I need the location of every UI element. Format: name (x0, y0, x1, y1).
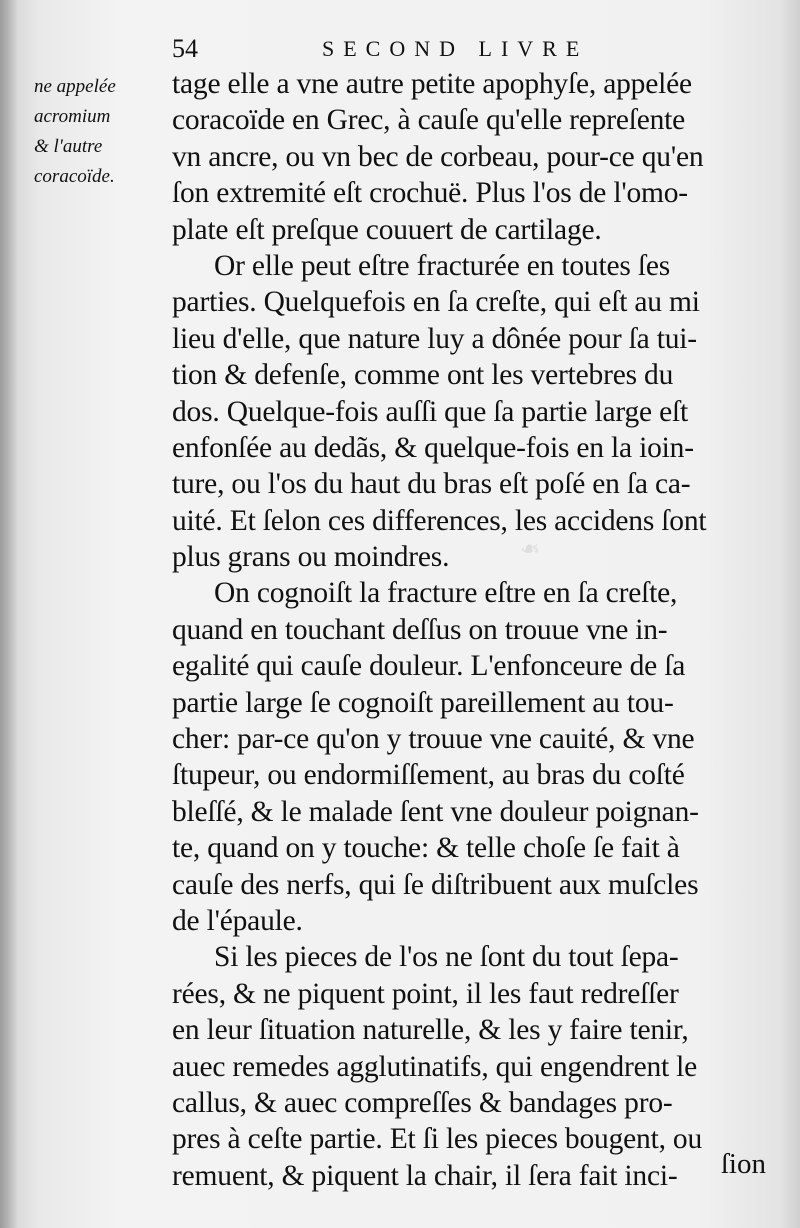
text-line: uité. Et ſelon ces differences, les accidens ſont (172, 504, 707, 537)
body-text (172, 66, 772, 1194)
margin-note (34, 72, 159, 192)
text-line: cher: par-ce qu'on y trouue vne cauité, & vne (172, 723, 695, 756)
margin-note-line: & l'autre (34, 136, 103, 157)
text-line: vn ancre, ou vn bec de corbeau, pour-ce qu'en (172, 140, 704, 173)
page-number: 54 (172, 34, 198, 63)
text-line: plate eſt preſque couuert de cartilage. (172, 213, 602, 246)
text-line: dos. Quelque-fois auſſi que ſa partie large eſt (172, 395, 688, 428)
text-line: en leur ſituation naturelle, & les y faire tenir, (172, 1014, 689, 1047)
text-line: lieu d'elle, que nature luy a dônée pour ſa tui- (172, 322, 697, 355)
text-line: egalité qui cauſe douleur. L'enfonceure de ſa (172, 650, 686, 683)
running-head: SECOND LIVRE (322, 36, 589, 61)
text-line: Or elle peut eſtre fracturée en toutes ſes (214, 249, 670, 282)
text-line: cauſe des nerfs, qui ſe diſtribuent aux muſcles (172, 868, 699, 901)
text-line: ſtupeur, ou endormiſſement, au bras du coſté (172, 759, 685, 792)
text-line: On cognoiſt la fracture eſtre en ſa creſte, (214, 577, 678, 610)
text-line: tion & defenſe, comme ont les vertebres du (172, 359, 674, 392)
text-line: te, quand on y touche: & telle choſe ſe fait à (172, 832, 680, 865)
text-line: rées, & ne piquent point, il les faut redreſſer (172, 977, 679, 1010)
text-line: partie large ſe cognoiſt pareillement au tou- (172, 686, 674, 719)
text-line: ture, ou l'os du haut du bras eſt poſé en ſa ca- (172, 468, 691, 501)
text-line: remuent, & piquent la chair, il ſera fait inci- (172, 1159, 678, 1192)
text-line: quand en touchant deſſus on trouue vne in- (172, 613, 668, 646)
text-line: auec remedes agglutinatifs, qui engendrent le (172, 1050, 698, 1083)
text-line: de l'épaule. (172, 904, 303, 937)
text-line: pres à ceſte partie. Et ſi les pieces bougent, ou (172, 1123, 703, 1156)
text-line: tage elle a vne autre petite apophyſe, appelée (172, 68, 692, 100)
show-through-decoration: ❧ (520, 537, 541, 563)
text-line: enfonſée au dedãs, & quelque-fois en la ioin- (172, 431, 694, 464)
text-line: plus grans ou moindres. (172, 541, 450, 574)
margin-note-line: acromium (34, 106, 111, 127)
gutter-shadow (0, 0, 18, 1228)
text-line: parties. Quelquefois en ſa creſte, qui eſt au mi (172, 286, 700, 319)
text-line: ſon extremité eſt crochuë. Plus l'os de l'omo- (172, 177, 688, 210)
catchword: ſion (720, 1148, 766, 1180)
margin-note-line: ne appelée (34, 76, 116, 97)
text-line: bleſſé, & le malade ſent vne douleur poignan- (172, 795, 699, 828)
text-line: coracoïde en Grec, à cauſe qu'elle repreſente (172, 104, 686, 137)
text-line: callus, & auec compreſſes & bandages pro- (172, 1086, 673, 1119)
margin-note-line: coracoïde. (34, 166, 115, 187)
text-line: Si les pieces de l'os ne ſont du tout ſepa- (214, 941, 679, 974)
